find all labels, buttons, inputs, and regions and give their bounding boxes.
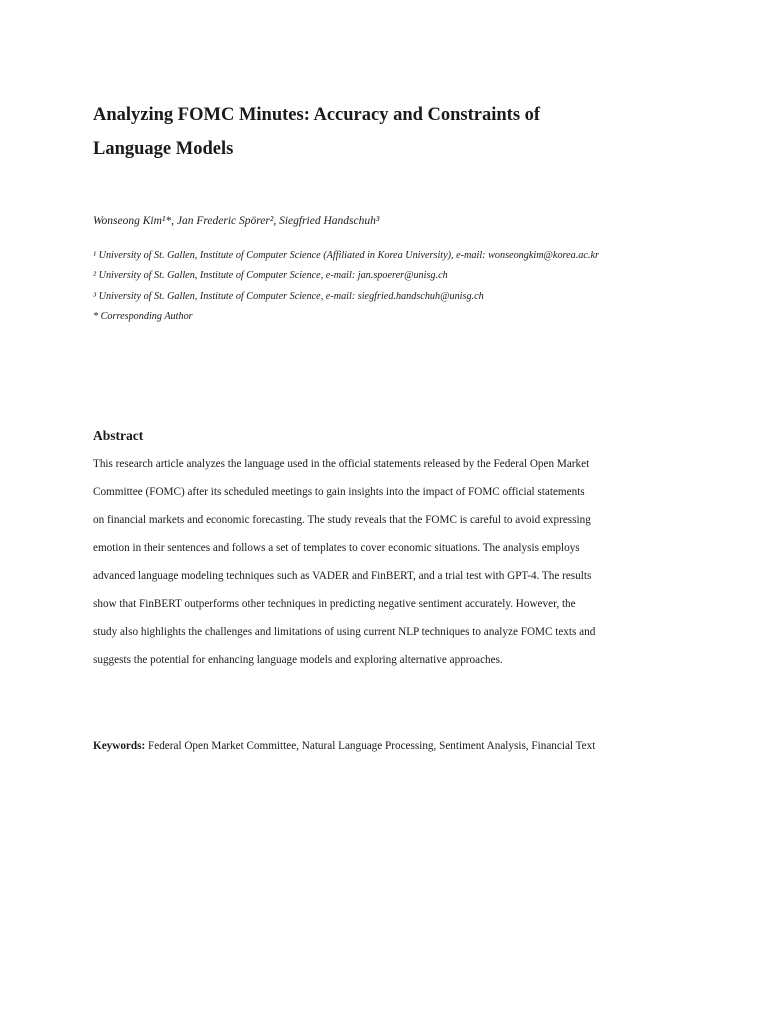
abstract-heading: Abstract <box>93 428 144 443</box>
affiliation-list <box>93 246 599 327</box>
abstract-line: on financial markets and economic forecasting. The study reveals that the FOMC is careful to avoid expressing <box>93 514 591 526</box>
keywords <box>93 736 595 756</box>
title-line-1: Analyzing FOMC Minutes: Accuracy and Constraints of <box>93 105 541 125</box>
abstract-line: advanced language modeling techniques such as VADER and FinBERT, and a trial test with GPT-4. The results <box>93 570 592 582</box>
abstract-line: suggests the potential for enhancing language models and exploring alternative approaches. <box>93 654 503 666</box>
corresponding-author-note: * Corresponding Author <box>93 310 193 322</box>
affiliation-item: ² University of St. Gallen, Institute of Computer Science, e-mail: jan.spoerer@unisg.ch <box>93 270 448 282</box>
author-list: Wonseong Kim¹*, Jan Frederic Spörer², Siegfried Handschuh³ <box>93 215 380 227</box>
keywords-text: Federal Open Market Committee, Natural Language Processing, Sentiment Analysis, Financial Text <box>148 740 596 752</box>
abstract-body <box>93 450 683 674</box>
abstract-line: show that FinBERT outperforms other techniques in predicting negative sentiment accurately. However, the <box>93 598 576 610</box>
title-line-2: Language Models <box>93 139 234 159</box>
abstract-line: emotion in their sentences and follows a set of templates to cover economic situations. The analysis employs <box>93 542 580 554</box>
abstract-line: This research article analyzes the language used in the official statements released by the Federal Open Market <box>93 458 590 470</box>
affiliation-item: ¹ University of St. Gallen, Institute of Computer Science (Affiliated in Korea University), e-mail: wonseongkim@korea.ac.kr <box>93 250 599 261</box>
affiliation-item: ³ University of St. Gallen, Institute of Computer Science, e-mail: siegfried.handschuh@unisg.ch <box>93 290 484 302</box>
keywords-label: Keywords: <box>93 740 146 752</box>
abstract-line: Committee (FOMC) after its scheduled meetings to gain insights into the impact of FOMC official statements <box>93 486 585 498</box>
abstract-line: study also highlights the challenges and limitations of using current NLP techniques to analyze FOMC texts and <box>93 626 596 638</box>
paper-title <box>93 98 693 166</box>
